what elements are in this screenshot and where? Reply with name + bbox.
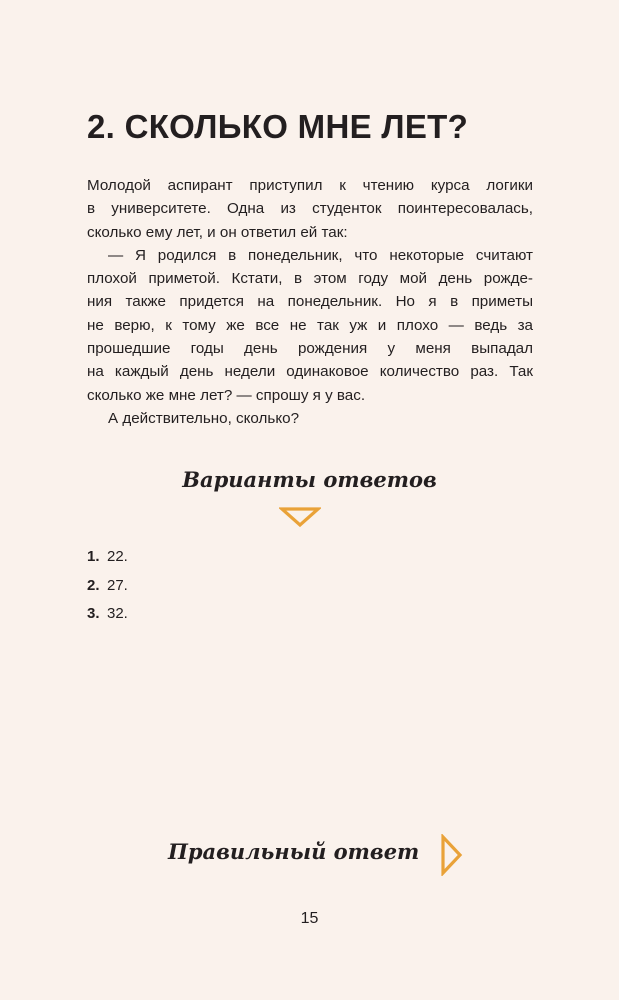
text-line: плохой приметой. Кстати, в этом году мой день рожде- — [87, 270, 533, 288]
text-line: — Я родился в понедельник, что некоторые считают — [108, 246, 533, 264]
triangle-down-icon — [279, 506, 321, 528]
triangle-right-icon[interactable] — [440, 834, 464, 876]
answer-option — [87, 548, 128, 577]
correct-answer-link[interactable]: Правильный ответ — [168, 839, 420, 864]
text-line: в университете. Одна из студенток поинтересовалась, — [87, 200, 533, 218]
answer-option — [87, 605, 128, 634]
option-text: 27. — [107, 576, 128, 594]
text-line: А действительно, сколько? — [108, 409, 300, 427]
problem-title: 2. СКОЛЬКО МНЕ ЛЕТ? — [87, 108, 469, 145]
answers-heading: Варианты ответов — [182, 467, 437, 492]
answer-options — [87, 548, 128, 634]
text-line: сколько ему лет, и он ответил ей так: — [87, 223, 348, 241]
text-line: сколько же мне лет? — спрошу я у вас. — [87, 386, 366, 404]
problem-text — [87, 174, 533, 430]
option-text: 32. — [107, 605, 128, 622]
option-number: 2. — [87, 576, 100, 594]
text-line: не верю, к тому же все не так уж и плохо — ведь за — [87, 316, 533, 334]
text-line: на каждый день недели одинаковое количество раз. Так — [87, 363, 533, 381]
page-number: 15 — [300, 910, 319, 927]
option-text: 22. — [107, 548, 128, 565]
answer-option — [87, 577, 128, 606]
option-number: 3. — [87, 605, 100, 622]
text-line: прошедшие годы день рождения у меня выпадал — [87, 340, 533, 358]
text-line: ния также придется на понедельник. Но я в приметы — [87, 293, 533, 311]
text-line: Молодой аспирант приступил к чтению курса логики — [87, 177, 533, 194]
option-number: 1. — [87, 548, 100, 565]
